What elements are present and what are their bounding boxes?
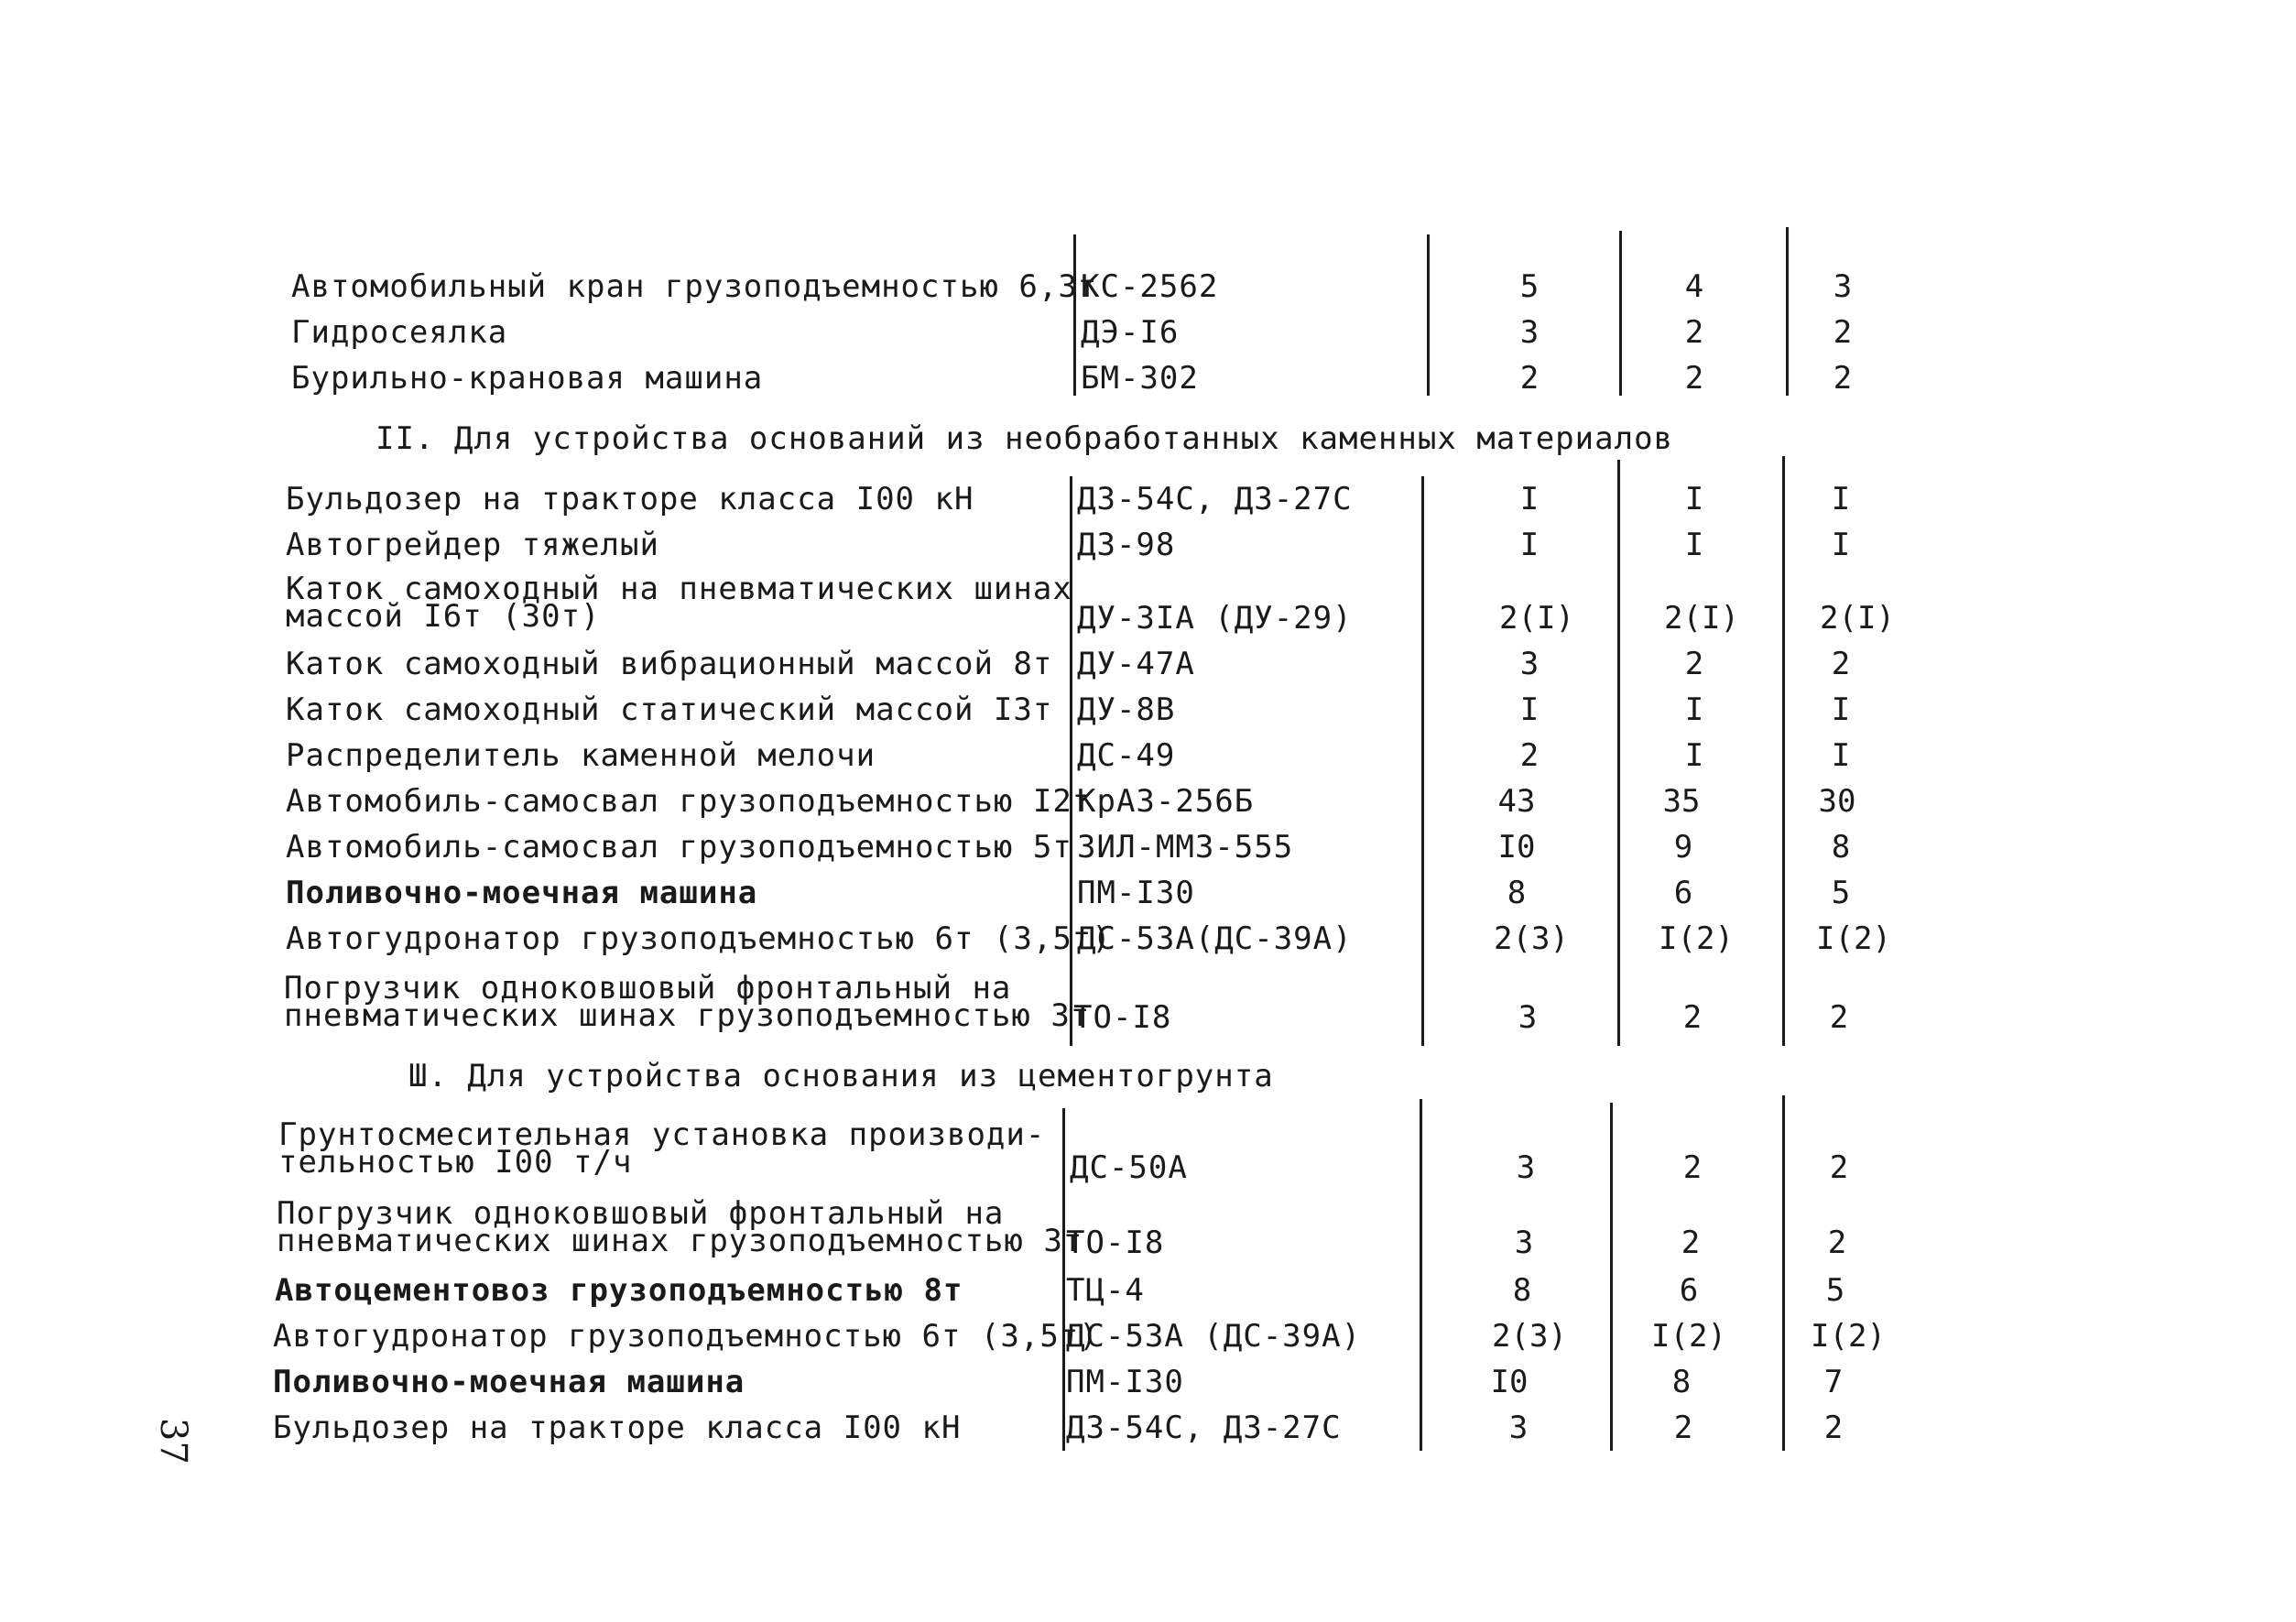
quantity-col1: 2(I) [1499,600,1574,637]
quantity-col2: 35 [1662,783,1701,820]
machine-name: Каток самоходный на пневматических шинах массой I6т (30т) [286,571,1072,635]
machine-name: Поливочно-моечная машина [286,875,758,911]
quantity-col1: I [1519,527,1540,563]
machine-name: Автомобиль-самосвал грузоподъемностью 5т [286,829,1072,865]
machine-name: Автомобиль-самосвал грузоподъемностью I2т [286,783,1093,820]
machine-model: ДЗ-98 [1077,527,1176,563]
quantity-col2: I [1684,481,1704,517]
quantity-col2: I [1684,691,1704,728]
machine-model: ДУ-8В [1077,691,1176,728]
quantity-col2: 2 [1684,360,1704,397]
quantity-col3: I(2) [1816,920,1891,957]
quantity-col1: 2 [1519,737,1540,774]
machine-model: ДУ-3IА (ДУ-29) [1077,600,1353,637]
quantity-col1: 43 [1497,783,1536,820]
quantity-col3: 2 [1823,1410,1844,1446]
machine-name: Каток самоходный статический массой I3т [286,691,1053,728]
quantity-col2: 8 [1671,1364,1692,1400]
quantity-col3: 2 [1829,1149,1849,1186]
page-number: 37 [152,1418,194,1464]
machine-model: ЗИЛ-ММЗ-555 [1077,829,1294,865]
column-divider [1782,456,1785,1046]
quantity-col2: I [1684,527,1704,563]
quantity-col2: 2 [1684,646,1704,682]
machine-name: Автогудронатор грузоподъемностью 6т (3,5т) [286,920,1112,957]
machine-model: КС-2562 [1081,268,1219,305]
quantity-col1: 8 [1507,875,1527,911]
machine-model: ДЗ-54С, ДЗ-27С [1066,1410,1342,1446]
column-divider [1619,231,1622,396]
machine-model: КрАЗ-256Б [1077,783,1255,820]
quantity-col1: I [1519,481,1540,517]
machine-model: ТО-I8 [1073,999,1172,1036]
machine-model: ПМ-I30 [1077,875,1195,911]
quantity-col1: 3 [1519,314,1540,351]
quantity-col2: I(2) [1651,1318,1726,1355]
quantity-col3: 30 [1818,783,1856,820]
machine-model: ДС-53А (ДС-39А) [1066,1318,1362,1355]
quantity-col2: 6 [1673,875,1693,911]
quantity-col3: 8 [1831,829,1851,865]
machine-name: Автогрейдер тяжелый [286,527,659,563]
section-b-heading: II. Для устройства оснований из необработанных каменных материалов [375,420,1674,457]
quantity-col1: 2 [1519,360,1540,397]
machine-name: Автомобильный кран грузоподъемностью 6,3т [291,268,1098,305]
quantity-col1: 3 [1508,1410,1529,1446]
quantity-col3: 2 [1833,360,1853,397]
column-divider [1427,234,1430,396]
quantity-col3: I [1831,737,1851,774]
quantity-col3: 3 [1833,268,1853,305]
quantity-col3: 2 [1829,999,1849,1036]
quantity-col3: 2 [1833,314,1853,351]
quantity-col3: 2(I) [1820,600,1895,637]
machine-model: ДУ-47А [1077,646,1195,682]
quantity-col2: I [1684,737,1704,774]
quantity-col3: 5 [1831,875,1851,911]
quantity-col3: 2 [1831,646,1851,682]
section-c-heading: Ш. Для устройства основания из цементогрунта [408,1058,1274,1094]
quantity-col2: 2 [1682,999,1703,1036]
machine-name: Погрузчик одноковшовый фронтальный на пневматических шинах грузоподъемностью 3т [277,1195,1083,1259]
machine-model: ПМ-I30 [1066,1364,1184,1400]
column-divider [1070,476,1072,1046]
quantity-col2: 2 [1682,1149,1703,1186]
machine-model: ДЗ-54С, ДЗ-27С [1077,481,1353,517]
machine-model: ДС-49 [1077,737,1176,774]
quantity-col1: 2(3) [1492,1318,1567,1355]
quantity-col1: 3 [1518,999,1538,1036]
column-divider [1421,476,1424,1046]
quantity-col3: I [1831,691,1851,728]
machine-name: Автоцементовоз грузоподъемностью 8т [275,1272,963,1309]
quantity-col2: 2 [1673,1410,1693,1446]
machine-name: Бульдозер на тракторе класса I00 кН [286,481,974,517]
machine-name: Гидросеялка [291,314,508,351]
column-divider [1420,1099,1422,1451]
quantity-col3: I [1831,527,1851,563]
machine-name: Автогудронатор грузоподъемностью 6т (3,5т) [273,1318,1099,1355]
quantity-col1: 2(3) [1494,920,1569,957]
quantity-col2: 6 [1679,1272,1699,1309]
machine-model: ДС-53А(ДС-39А) [1077,920,1353,957]
quantity-col2: 9 [1673,829,1693,865]
quantity-col1: I0 [1497,829,1536,865]
quantity-col1: I0 [1490,1364,1529,1400]
quantity-col1: 8 [1512,1272,1532,1309]
quantity-col2: 2 [1684,314,1704,351]
quantity-col2: I(2) [1659,920,1734,957]
column-divider [1073,234,1076,396]
quantity-col3: 2 [1827,1225,1847,1261]
quantity-col1: 3 [1519,646,1540,682]
quantity-col3: I(2) [1811,1318,1886,1355]
machine-name: Грунтосмесительная установка производи- тельностью I00 т/ч [278,1116,1046,1181]
machine-model: ДС-50А [1070,1149,1188,1186]
quantity-col3: I [1831,481,1851,517]
machine-name: Распределитель каменной мелочи [286,737,876,774]
column-divider [1062,1108,1065,1451]
quantity-col1: 3 [1516,1149,1536,1186]
machine-name: Бульдозер на тракторе класса I00 кН [273,1410,962,1446]
quantity-col1: 3 [1514,1225,1534,1261]
quantity-col2: 2(I) [1664,600,1739,637]
machine-model: ДЭ-I6 [1081,314,1180,351]
quantity-col1: I [1519,691,1540,728]
quantity-col2: 4 [1684,268,1704,305]
machine-model: БМ-302 [1081,360,1199,397]
quantity-col1: 5 [1519,268,1540,305]
column-divider [1610,1103,1613,1451]
machine-name: Погрузчик одноковшовый фронтальный на пневматических шинах грузоподъемностью 3т [284,970,1091,1034]
quantity-col2: 2 [1681,1225,1701,1261]
machine-model: ТО-I8 [1066,1225,1165,1261]
machine-name: Поливочно-моечная машина [273,1364,745,1400]
column-divider [1617,460,1620,1046]
quantity-col3: 7 [1823,1364,1844,1400]
machine-model: ТЦ-4 [1066,1272,1145,1309]
machine-name: Бурильно-крановая машина [291,360,764,397]
quantity-col3: 5 [1825,1272,1845,1309]
machine-name: Каток самоходный вибрационный массой 8т [286,646,1053,682]
